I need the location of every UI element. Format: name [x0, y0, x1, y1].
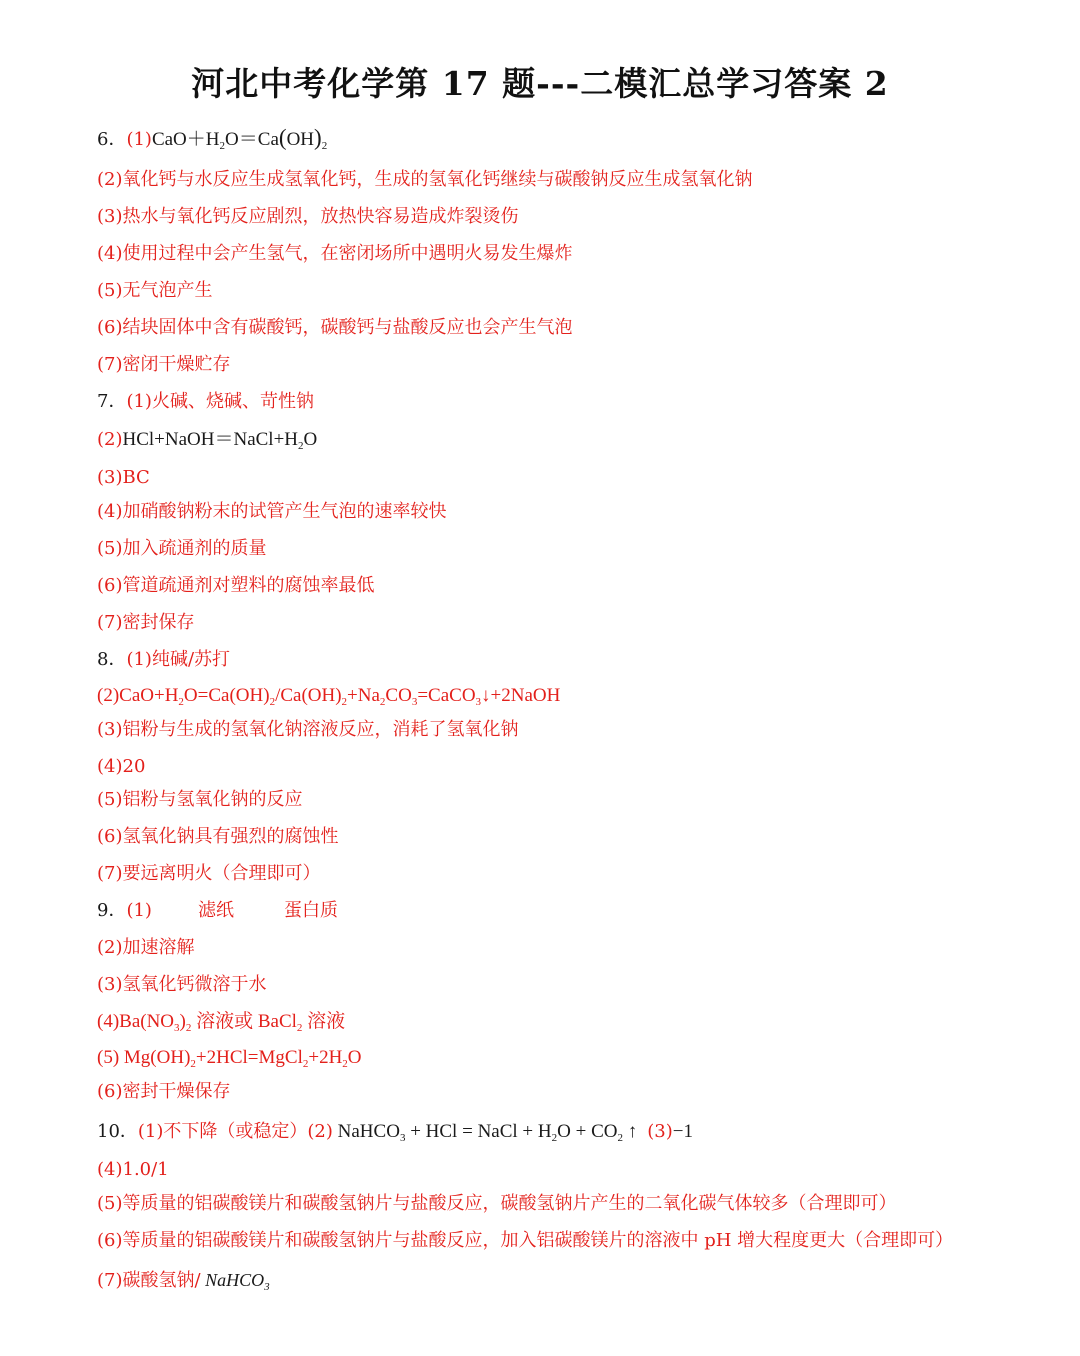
q9-part3: (3)氢氧化钙微溶于水	[97, 974, 267, 995]
q9-part2: (2)加速溶解	[97, 937, 195, 958]
q9-part6: (6)密封干燥保存	[97, 1081, 231, 1102]
q10-part2-equation: NaHCO$_3$ + HCl = NaCl + $H_2O + CO_2$ ↑	[337, 1121, 638, 1144]
q8-part7: (7)要远离明火（合理即可）	[97, 863, 321, 884]
q8-part3: (3)铝粉与生成的氢氧化钠溶液反应，消耗了氢氧化钠	[97, 719, 519, 740]
q7-part5: (5)加入疏通剂的质量	[97, 538, 267, 559]
q10-part6: (6)等质量的铝碳酸镁片和碳酸氢钠片与盐酸反应，加入铝碳酸镁片的溶液中 pH 增大程度更大（合理即可）	[97, 1230, 954, 1251]
q10-parts1-3: 10．(1)不下降（或稳定）(2) NaHCO$_3$ + HCl = NaCl + $H_2O + CO_2$ ↑ (3)−1	[97, 1121, 693, 1144]
q9-part4: $(4)Ba(NO_3)_2$ 溶液或 BaCl$_2$ 溶液	[97, 1011, 346, 1034]
q7-part6: (6)管道疏通剂对塑料的腐蚀率最低	[97, 575, 375, 596]
q6-part2: (2)氧化钙与水反应生成氢氧化钙，生成的氢氧化钙继续与碳酸钠反应生成氢氧化钠	[97, 169, 753, 190]
q8-part5: (5)铝粉与氢氧化钠的反应	[97, 789, 303, 810]
q7-part7: (7)密封保存	[97, 612, 195, 633]
q7-part2-equation: $HCl+NaOH=NaCl+H_2O$	[122, 429, 318, 452]
q8-part6: (6)氢氧化钠具有强烈的腐蚀性	[97, 826, 339, 847]
q6-part7: (7)密闭干燥贮存	[97, 354, 231, 375]
q8-part2: $(2)CaO+H_2O=Ca(OH)_2/Ca(OH)_2+Na_2CO_3=CaCO_3↓+2NaOH$	[97, 685, 561, 708]
q6-part3: (3)热水与氧化钙反应剧烈，放热快容易造成炸裂烫伤	[97, 206, 519, 227]
q6-part4: (4)使用过程中会产生氢气，在密闭场所中遇明火易发生爆炸	[97, 243, 573, 264]
q9-answer-a: 滤纸	[197, 900, 234, 921]
q10-number: 10．	[97, 1121, 138, 1142]
q8-part4: (4)20	[97, 756, 146, 777]
q10-part7-formula: NaHCO$_3$	[205, 1270, 270, 1293]
q10-part5: (5)等质量的铝碳酸镁片和碳酸氢钠片与盐酸反应，碳酸氢钠片产生的二氧化碳气体较多（合理即可）	[97, 1193, 897, 1214]
q6-number: 6．	[97, 129, 127, 150]
q9-number: 9．	[97, 900, 127, 921]
q8-number: 8．	[97, 649, 127, 670]
q9-part1: 9．(1) 滤纸 蛋白质	[97, 900, 338, 921]
q10-part4: (4)1.0/1	[97, 1159, 169, 1180]
q6-part6: (6)结块固体中含有碳酸钙，碳酸钙与盐酸反应也会产生气泡	[97, 317, 573, 338]
q7-part2: $(2)HCl+NaOH=NaCl+H_2O$	[97, 429, 318, 452]
q9-part5: (5) $Mg(OH)_2+2HCl=MgCl_2+2H_2O$	[97, 1047, 362, 1070]
page-title: 河北中考化学第 17 题---二模汇总学习答案 2	[191, 64, 889, 103]
q7-part1: 7．(1)火碱、烧碱、苛性钠	[97, 391, 314, 412]
q8-part1: 8．(1)纯碱/苏打	[97, 649, 231, 670]
q7-part4: (4)加硝酸钠粉末的试管产生气泡的速率较快	[97, 501, 447, 522]
q9-answer-b: 蛋白质	[283, 900, 338, 921]
q10-part7: (7)碳酸氢钠/ NaHCO$_3$	[97, 1270, 270, 1293]
q6-part5: (5)无气泡产生	[97, 280, 213, 301]
q6-part1-label: (1)	[126, 129, 152, 150]
q6-part1-equation: $CaO+H_2O=Ca(OH)_2$	[151, 125, 328, 152]
q7-number: 7．	[97, 391, 127, 412]
q6-part1	[97, 126, 327, 152]
q7-part3: (3)BC	[97, 467, 150, 488]
q10-part3-value: −1	[672, 1121, 693, 1142]
